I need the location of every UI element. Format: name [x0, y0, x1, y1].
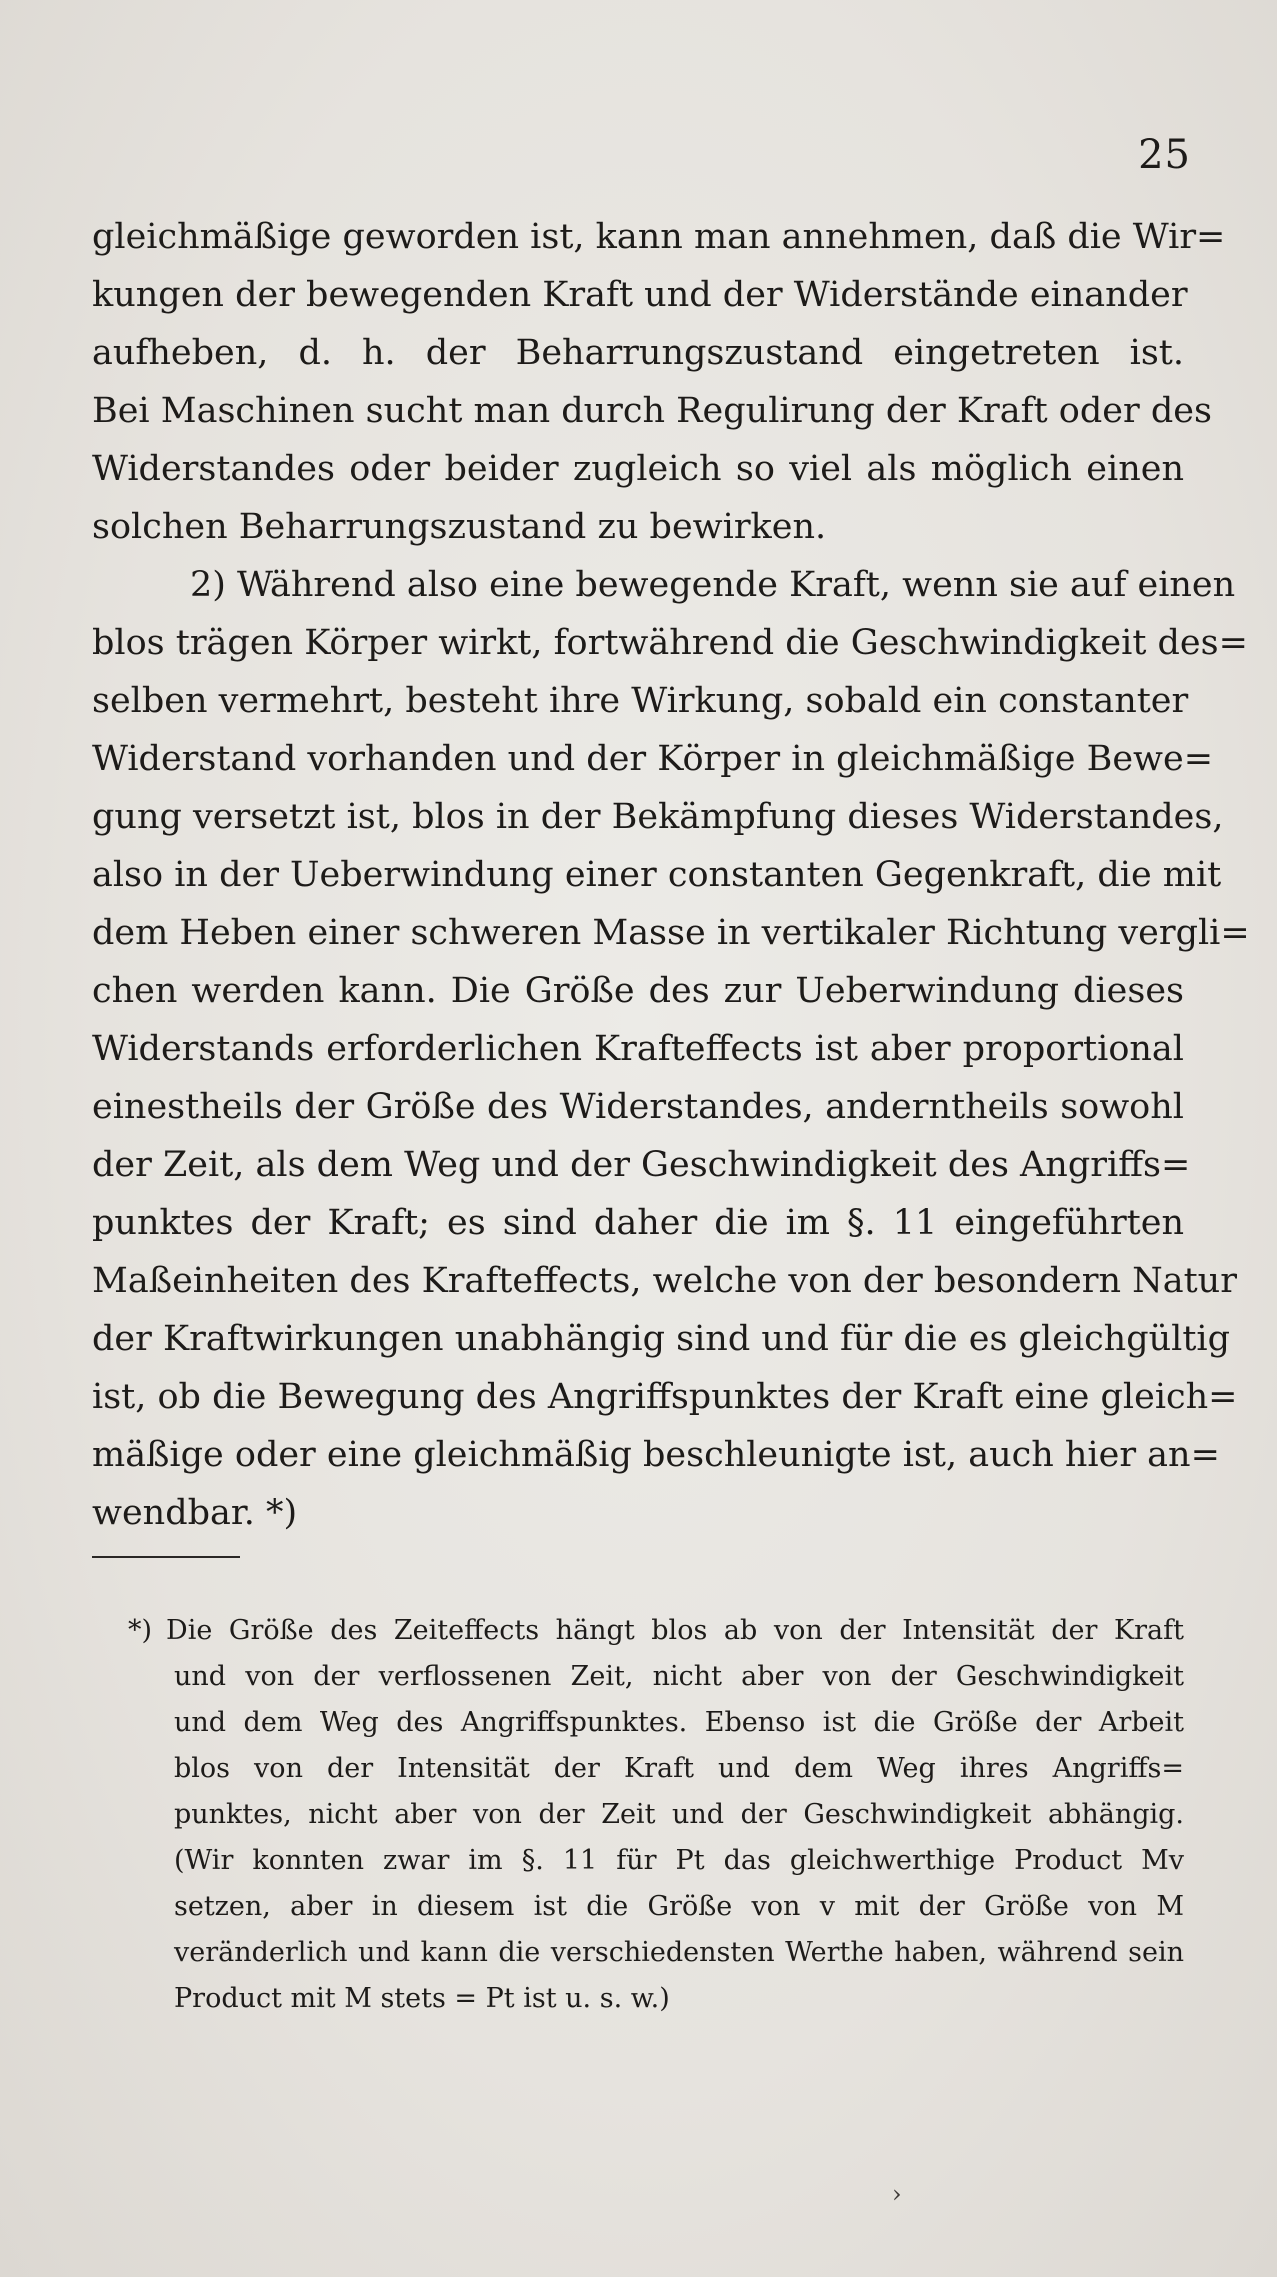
body-line: gleichmäßige geworden ist, kann man annehmen, daß die Wir= [92, 217, 1226, 257]
page-number: 25 [1138, 132, 1191, 178]
body-line: Bei Maschinen sucht man durch Regulirung der Kraft oder des [92, 391, 1212, 431]
footnote [128, 1608, 1184, 2022]
body-line: also in der Ueberwindung einer constanten Gegenkraft, die mit [92, 855, 1222, 895]
footnote-line: veränderlich und kann die verschiedensten Werthe haben, während sein [174, 1937, 1184, 1968]
body-line: mäßige oder eine gleichmäßig beschleunigte ist, auch hier an= [92, 1435, 1220, 1475]
body-line: blos trägen Körper wirkt, fortwährend die Geschwindigkeit des= [92, 623, 1248, 663]
body-line: ist, ob die Bewegung des Angriffspunktes der Kraft eine gleich= [92, 1377, 1238, 1417]
body-line: gung versetzt ist, blos in der Bekämpfung dieses Widerstandes, [92, 797, 1224, 837]
body-line: Widerstand vorhanden und der Körper in gleichmäßige Bewe= [92, 739, 1214, 779]
body-line: dem Heben einer schweren Masse in vertikaler Richtung vergli= [92, 913, 1250, 953]
footnote-divider [92, 1556, 240, 1558]
footnote-line-text: Die Größe des Zeiteffects hängt blos ab von der Intensität der Kraft [166, 1615, 1184, 1646]
footnote-line: und von der verflossenen Zeit, nicht aber von der Geschwindigkeit [174, 1661, 1184, 1692]
footnote-line [128, 1608, 1184, 1654]
body-line: chen werden kann. Die Größe des zur Ueberwindung dieses [92, 971, 1184, 1011]
body-line: der Zeit, als dem Weg und der Geschwindigkeit des Angriffs= [92, 1145, 1191, 1185]
body-line: solchen Beharrungszustand zu bewirken. [92, 507, 827, 547]
stray-mark: › [892, 2180, 902, 2208]
footnote-marker: *) [128, 1615, 153, 1646]
footnote-line: setzen, aber in diesem ist die Größe von v mit der Größe von M [174, 1891, 1184, 1922]
footnote-line: (Wir konnten zwar im §. 11 für Pt das gleichwerthige Product Mv [174, 1845, 1184, 1876]
footnote-line: und dem Weg des Angriffspunktes. Ebenso ist die Größe der Arbeit [174, 1707, 1184, 1738]
footnote-line: Product mit M stets = Pt ist u. s. w.) [174, 1983, 670, 2014]
body-text [92, 208, 1250, 1542]
body-line: einestheils der Größe des Widerstandes, anderntheils sowohl [92, 1087, 1184, 1127]
body-line: der Kraftwirkungen unabhängig sind und für die es gleichgültig [92, 1319, 1231, 1359]
body-line: wendbar. *) [92, 1493, 298, 1533]
body-line: Widerstandes oder beider zugleich so viel als möglich einen [92, 449, 1184, 489]
body-line: 2) Während also eine bewegende Kraft, wenn sie auf einen [190, 565, 1236, 605]
body-line: punktes der Kraft; es sind daher die im §. 11 eingeführten [92, 1203, 1184, 1243]
footnote-line: blos von der Intensität der Kraft und dem Weg ihres Angriffs= [174, 1753, 1184, 1784]
footnote-line: punktes, nicht aber von der Zeit und der Geschwindigkeit abhängig. [174, 1799, 1184, 1830]
body-line: Widerstands erforderlichen Krafteffects ist aber proportional [92, 1029, 1184, 1069]
body-line: aufheben, d. h. der Beharrungszustand eingetreten ist. [92, 333, 1184, 373]
body-line: kungen der bewegenden Kraft und der Widerstände einander [92, 275, 1188, 315]
body-line: selben vermehrt, besteht ihre Wirkung, sobald ein constanter [92, 681, 1189, 721]
body-line: Maßeinheiten des Krafteffects, welche von der besondern Natur [92, 1261, 1237, 1301]
